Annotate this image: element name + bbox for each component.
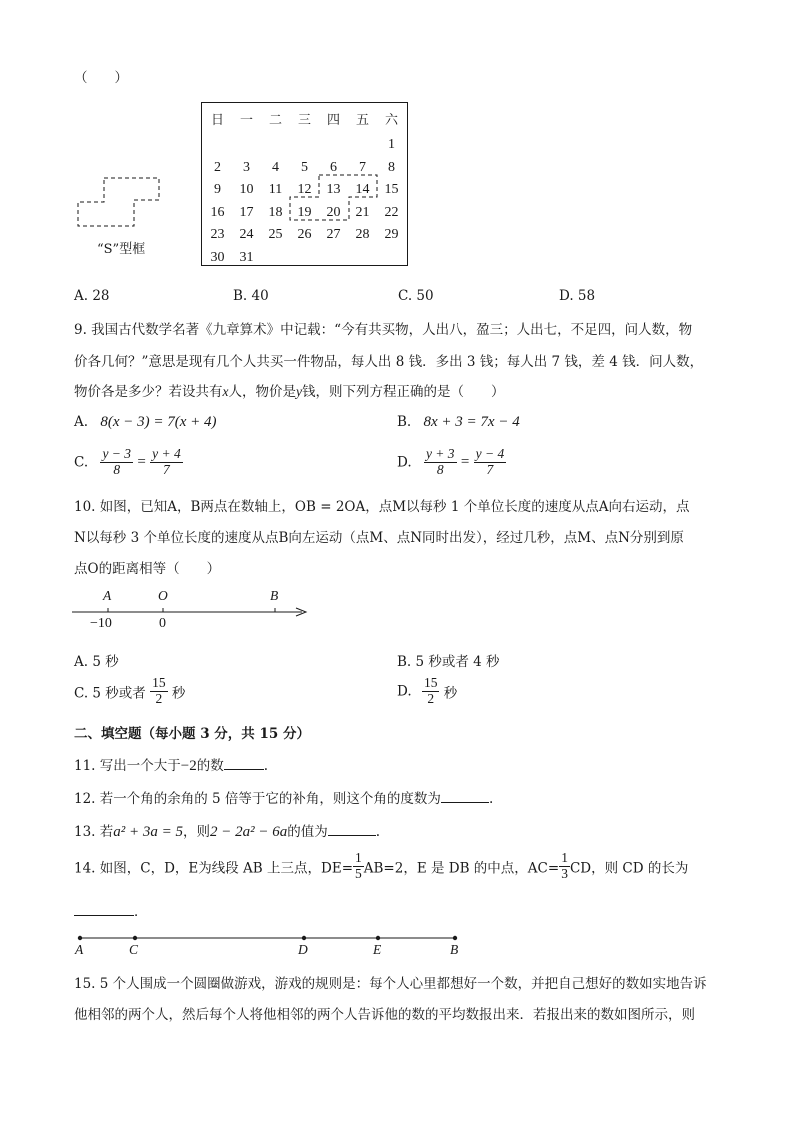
calendar-table xyxy=(201,102,408,266)
segment-point-c: C xyxy=(129,942,139,957)
calendar-day-cell: 9 xyxy=(214,182,221,198)
segment-point-b: B xyxy=(450,942,459,957)
calendar-day-cell: 17 xyxy=(239,204,254,220)
q15-line2: 他相邻的两个人，然后每个人将他相邻的两个人告诉他的数的平均数报出来．若报出来的数如图所示，则 xyxy=(74,1007,695,1023)
q8-option-d: D. 58 xyxy=(559,288,596,304)
calendar-day-cell: 22 xyxy=(384,204,399,220)
calendar-day-cell: 21 xyxy=(355,204,370,220)
q13-text-a: 13. 若 xyxy=(74,824,114,840)
calendar-day-cell: 1 xyxy=(388,137,395,152)
q14-answer-blank[interactable] xyxy=(74,903,134,916)
q10-line3: 点O的距离相等（ ） xyxy=(74,561,221,577)
q12-answer-blank[interactable] xyxy=(441,790,489,803)
q9-var-x: x xyxy=(222,384,229,399)
q9-line1: 9. 我国古代数学名著《九章算术》中记载：“今有共买物，人出八，盈三；人出七，不足四，问人数，物 xyxy=(74,322,693,338)
section-2-title: 二、填空题（每小题 3 分，共 15 分） xyxy=(74,726,310,742)
q9-option-b xyxy=(397,414,520,431)
q9-option-c-label: C. xyxy=(74,454,89,471)
q9-option-d-frac2: $\frac{y - 4}{7}$ xyxy=(475,446,505,477)
q11-answer-blank[interactable] xyxy=(224,757,264,770)
q10-option-b: B. 5 秒或者 4 秒 xyxy=(397,654,500,670)
calendar-header-cell: 二 xyxy=(268,113,282,128)
calendar-day-cell: 30 xyxy=(210,250,225,265)
calendar-day-cell: 11 xyxy=(268,182,283,198)
segment-point-e: E xyxy=(373,942,382,957)
calendar-header-cell: 一 xyxy=(239,113,253,128)
calendar-day-cell: 13 xyxy=(326,182,341,198)
q11-math: −2 xyxy=(180,758,197,774)
point-o-label: O xyxy=(158,588,168,603)
s-frame-figure xyxy=(74,175,166,233)
calendar-day-cell: 7 xyxy=(359,159,366,175)
q13-end: . xyxy=(375,824,381,840)
q10-option-d-frac: $\frac{15}{2}$ xyxy=(423,675,438,706)
tick-a-value: −10 xyxy=(90,616,112,631)
q9-option-b-label: B. xyxy=(397,414,412,430)
q11-text-a: 11. 写出一个大于 xyxy=(74,758,181,774)
q12 xyxy=(74,787,493,807)
calendar-day-cell: 23 xyxy=(210,227,225,243)
q9-option-d xyxy=(397,447,506,478)
calendar-day-cell: 8 xyxy=(388,159,395,175)
calendar-day-cell: 10 xyxy=(239,182,254,198)
q10-option-c-pre: C. 5 秒或者 xyxy=(74,685,146,702)
s-frame-outline xyxy=(78,178,159,226)
point-b-label: B xyxy=(270,588,279,603)
segment-figure xyxy=(70,928,470,962)
q9-option-c-eq: = xyxy=(137,453,146,470)
calendar-header-cell: 三 xyxy=(297,113,311,128)
calendar-day-cell: 3 xyxy=(243,159,250,175)
q9-line3-c: 钱，则下列方程正确的是（ ） xyxy=(302,384,505,400)
q13-expression: 2 − 2a² − 6a xyxy=(210,824,288,840)
segment-point-a: A xyxy=(75,942,84,957)
q13-text-b: ，则 xyxy=(183,824,211,840)
calendar-day-cell: 14 xyxy=(355,182,370,198)
calendar-day-cell: 6 xyxy=(330,159,337,175)
q8-option-c: C. 50 xyxy=(398,288,434,304)
calendar-day-cell: 4 xyxy=(272,159,279,175)
q9-var-y: y xyxy=(296,384,302,399)
q9-option-a xyxy=(74,414,217,431)
point-a-label: A xyxy=(103,588,112,603)
q9-option-c xyxy=(74,447,183,478)
calendar-s-frame xyxy=(202,103,407,265)
calendar-day-cell: 25 xyxy=(268,227,283,243)
calendar-header-cell: 六 xyxy=(384,113,398,128)
q14-text-b: AB=2，E 是 DB 的中点，AC= xyxy=(363,860,560,877)
q14-end: ． xyxy=(134,904,148,920)
q9-option-d-label: D. xyxy=(397,454,412,471)
q9-option-c-frac1: $\frac{y - 3}{8}$ xyxy=(102,446,132,477)
calendar-day-cell: 20 xyxy=(326,204,341,220)
q9-option-a-label: A. xyxy=(74,414,89,430)
calendar-day-cell: 16 xyxy=(210,204,225,220)
calendar-day-cell: 31 xyxy=(239,250,254,265)
calendar-header-cell: 四 xyxy=(326,113,340,128)
q13-answer-blank[interactable] xyxy=(328,823,376,836)
s-frame-label: “S”型框 xyxy=(97,242,146,257)
q8-answer-paren: （ ） xyxy=(74,70,128,86)
q15-line1: 15. 5 个人围成一个圆圈做游戏，游戏的规则是：每个人心里都想好一个数，并把自己想好的数如实地告诉 xyxy=(74,976,707,992)
q13 xyxy=(74,820,380,841)
q11-text-b: 的数 xyxy=(196,758,224,774)
calendar-header-cell: 日 xyxy=(210,113,224,128)
calendar-day-cell: 27 xyxy=(326,227,341,243)
q12-end: . xyxy=(488,791,494,807)
q10-option-d-pre: D. xyxy=(397,683,412,700)
calendar-day-cell: 5 xyxy=(301,159,308,175)
calendar-day-cell: 19 xyxy=(297,204,312,220)
q8-option-b: B. 40 xyxy=(233,288,269,304)
calendar-day-cell: 18 xyxy=(268,204,283,220)
q10-line1: 10. 如图，已知A，B两点在数轴上，OB = 2OA，点M以每秒 1 个单位长度的速度从点A向右运动，点 xyxy=(74,499,690,515)
q10-option-c-post: 秒 xyxy=(171,685,186,702)
q14-frac1: $\frac{1}{5}$ xyxy=(355,850,362,881)
q9-line3 xyxy=(74,380,505,400)
q14-text-a: 14. 如图，C，D，E为线段 AB 上三点，DE= xyxy=(74,860,354,877)
calendar-day-cell: 12 xyxy=(297,182,312,198)
calendar-day-cell: 2 xyxy=(214,159,221,175)
q9-option-c-frac2: $\frac{y + 4}{7}$ xyxy=(152,446,181,477)
calendar-header-cell: 五 xyxy=(355,113,369,128)
q13-text-c: 的值为 xyxy=(287,824,328,840)
calendar-day-cell: 24 xyxy=(239,227,254,243)
q9-line3-a: 物价各是多少？若设共有 xyxy=(74,384,223,400)
q9-option-b-math: 8x + 3 = 7x − 4 xyxy=(423,414,520,430)
calendar-day-cell: 26 xyxy=(297,227,312,243)
q9-option-d-eq: = xyxy=(460,453,470,470)
q14 xyxy=(74,851,688,882)
segment-point-d: D xyxy=(298,942,308,957)
number-line-figure xyxy=(70,586,310,634)
q10-option-a: A. 5 秒 xyxy=(74,654,119,670)
q11-end: . xyxy=(263,758,269,774)
q10-option-d xyxy=(397,676,457,707)
tick-o-value: 0 xyxy=(159,616,166,631)
calendar-day-cell: 15 xyxy=(384,182,399,198)
q10-line2: N以每秒 3 个单位长度的速度从点B向左运动（点M、点N同时出发），经过几秒，点M、点N分别到原 xyxy=(74,530,684,546)
q14-frac2: $\frac{1}{3}$ xyxy=(561,850,568,881)
q8-option-a: A. 28 xyxy=(74,288,110,304)
q14-answer-line xyxy=(74,900,148,920)
q10-option-d-post: 秒 xyxy=(443,685,458,702)
q13-condition: a² + 3a = 5 xyxy=(113,824,184,840)
q9-option-d-frac1: $\frac{y + 3}{8}$ xyxy=(425,446,455,477)
q9-line2: 价各几何？”意思是现有几个人共买一件物品，每人出 8 钱．多出 3 钱；每人出 7 钱，差 4 钱．问人数， xyxy=(74,354,704,370)
q14-text-c: CD，则 CD 的长为 xyxy=(569,860,689,877)
q10-option-c-frac: $\frac{15}{2}$ xyxy=(152,675,166,706)
q12-text: 12. 若一个角的余角的 5 倍等于它的补角，则这个角的度数为 xyxy=(74,791,441,807)
q10-option-c xyxy=(74,676,185,707)
q9-line3-b: 人，物价是 xyxy=(228,384,296,400)
q11 xyxy=(74,754,268,775)
calendar-day-cell: 28 xyxy=(355,227,370,243)
q9-option-a-math: 8(x − 3) = 7(x + 4) xyxy=(100,414,217,430)
calendar-day-cell: 29 xyxy=(384,227,399,243)
